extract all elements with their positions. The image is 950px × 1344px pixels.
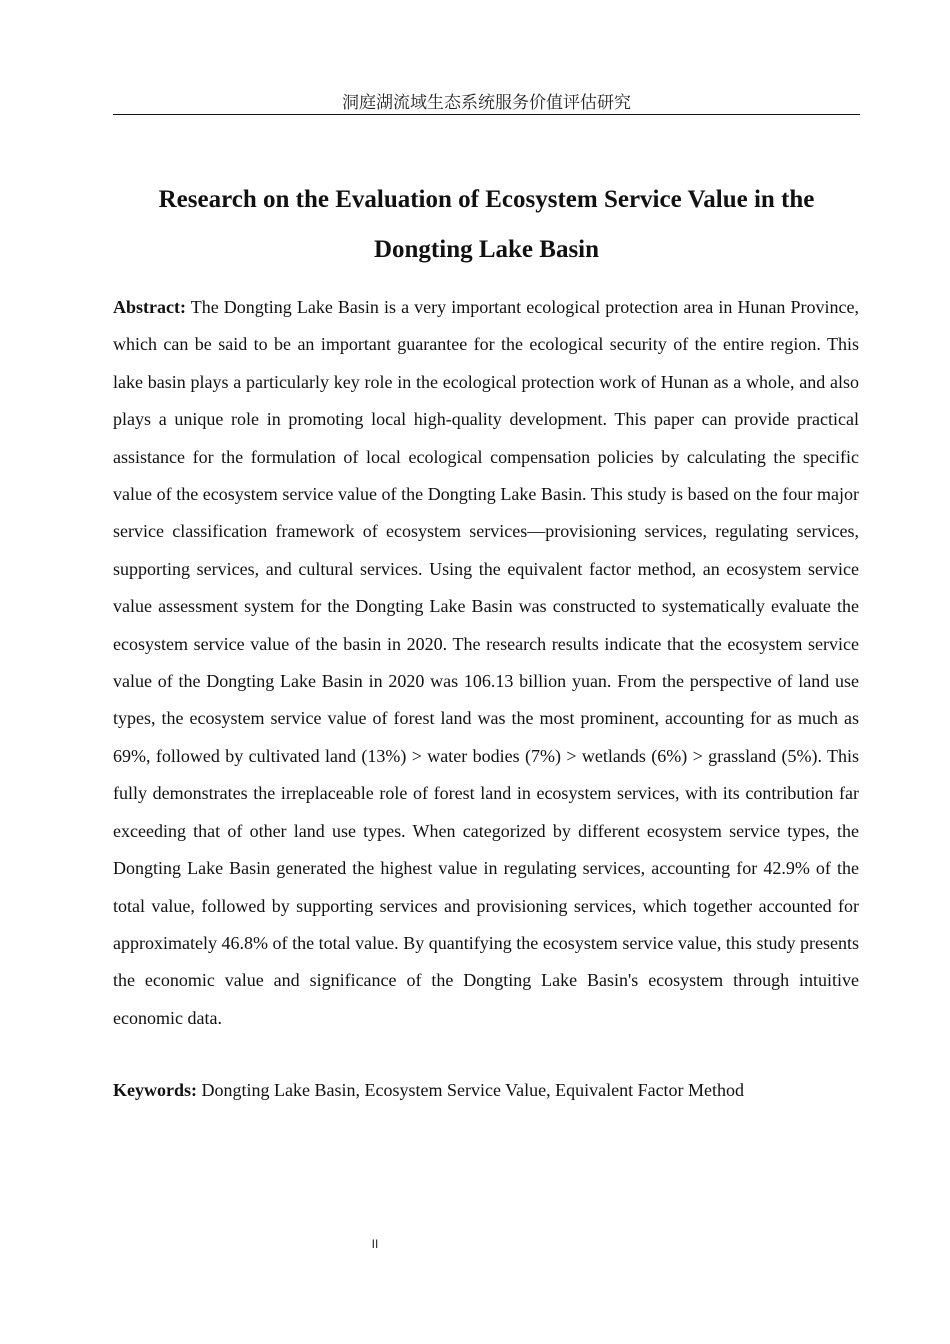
keywords-label: Keywords: <box>113 1080 197 1100</box>
keywords-text: Dongting Lake Basin, Ecosystem Service Value, Equivalent Factor Method <box>201 1080 745 1100</box>
keywords-paragraph <box>113 1073 859 1107</box>
abstract-paragraph <box>113 289 859 1037</box>
abstract-label: Abstract: <box>113 297 186 317</box>
paper-title: Research on the Evaluation of Ecosystem Service Value in the Dongting Lake Basin <box>158 186 815 263</box>
header-rule <box>113 114 860 115</box>
running-header: 洞庭湖流域生态系统服务价值评估研究 <box>342 93 631 113</box>
page-number: II <box>371 1237 379 1251</box>
abstract-text: The Dongting Lake Basin is a very important ecological protection area in Hunan Province, which can be said to be an important guarantee for the ecological security of the entire region. This lake basin plays a particularly key role in the ecological protection work of Hunan as a whole, and also plays a unique role in promoting local high-quality development. This paper can provide practical assistance for the formulation of local ecological compensation policies by calculating the specific value of the ecosystem service value of the Dongting Lake Basin. This study is based on the four major service classification framework of ecosystem services—provisioning services, regulating services, supporting services, and cultural services. Using the equivalent factor method, an ecosystem service value assessment system for the Dongting Lake Basin was constructed to systematically evaluate the ecosystem service value of the basin in 2020. The research results indicate that the ecosystem service value of the Dongting Lake Basin in 2020 was 106.13 billion yuan. From the perspective of land use types, the ecosystem service value of forest land was the most prominent, accounting for as much as 69%, followed by cultivated land (13%) > water bodies (7%) > wetlands (6%) > grassland (5%). This fully demonstrates the irreplaceable role of forest land in ecosystem services, with its contribution far exceeding that of other land use types. When categorized by different ecosystem service types, the Dongting Lake Basin generated the highest value in regulating services, accounting for 42.9% of the total value, followed by supporting services and provisioning services, which together accounted for approximately 46.8% of the total value. By quantifying the ecosystem service value, this study presents the economic value and significance of the Dongting Lake Basin's ecosystem through intuitive economic data. <box>113 297 859 1028</box>
